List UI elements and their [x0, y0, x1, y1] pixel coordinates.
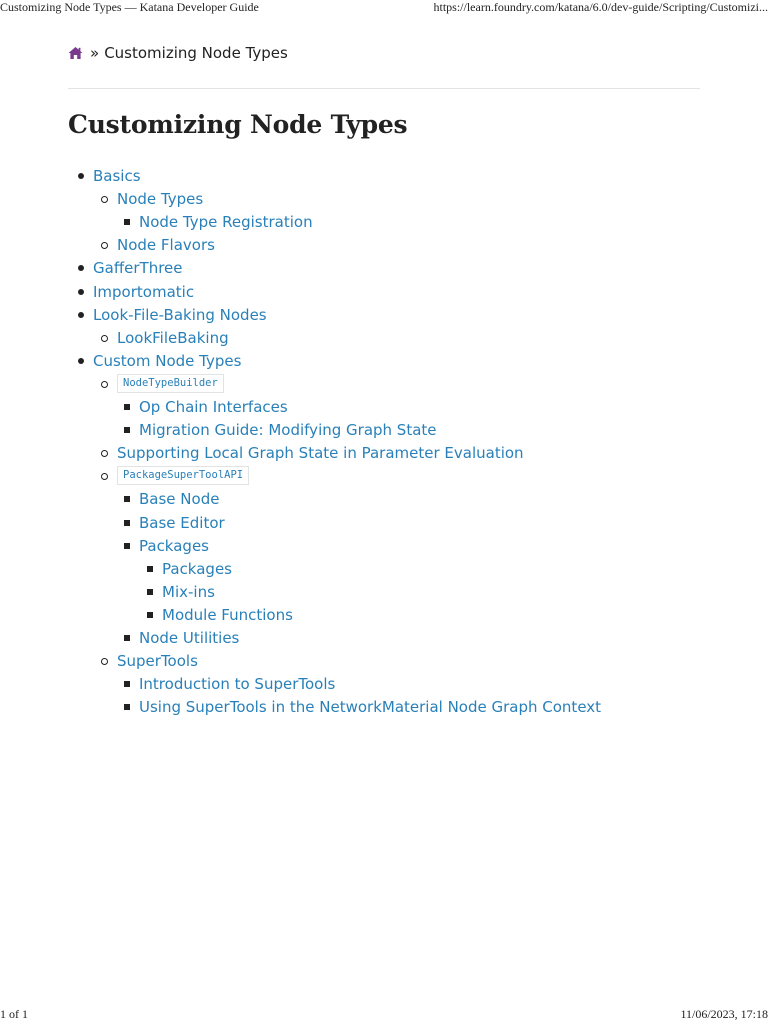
toc-link[interactable]: GafferThree	[93, 258, 183, 277]
print-header-url: https://learn.foundry.com/katana/6.0/dev-guide/Scripting/Customizi...	[433, 0, 768, 14]
toc-link[interactable]: Supporting Local Graph State in Parameter Evaluation	[117, 443, 524, 462]
square-bullet-icon	[124, 681, 130, 687]
divider	[68, 88, 700, 89]
disc-bullet-icon	[78, 358, 84, 364]
toc-link[interactable]: Node Type Registration	[139, 212, 313, 231]
toc-item	[147, 557, 232, 580]
toc-item	[101, 326, 229, 349]
print-header-title: Customizing Node Types — Katana Developer Guide	[0, 0, 259, 14]
toc-link[interactable]: Mix-ins	[162, 582, 215, 601]
toc-link[interactable]: Base Editor	[139, 513, 225, 532]
disc-bullet-icon	[78, 289, 84, 295]
toc-item	[78, 256, 183, 279]
square-bullet-icon	[147, 566, 153, 572]
page-title: Customizing Node Types	[68, 110, 408, 139]
square-bullet-icon	[124, 427, 130, 433]
print-header	[0, 0, 768, 16]
disc-bullet-icon	[78, 173, 84, 179]
toc-item	[101, 464, 249, 487]
circle-bullet-icon	[101, 196, 108, 203]
square-bullet-icon	[124, 219, 130, 225]
toc-link[interactable]: Basics	[93, 166, 141, 185]
toc-item	[124, 534, 209, 557]
toc-link[interactable]: Using SuperTools in the NetworkMaterial Node Graph Context	[139, 697, 602, 716]
print-footer	[0, 1008, 768, 1024]
toc-item	[78, 280, 194, 303]
toc-item	[78, 303, 267, 326]
toc-link[interactable]: Migration Guide: Modifying Graph State	[139, 420, 437, 439]
square-bullet-icon	[124, 635, 130, 641]
circle-bullet-icon	[101, 242, 108, 249]
toc-link[interactable]: PackageSuperToolAPI	[117, 466, 249, 485]
breadcrumb-separator: »	[90, 44, 100, 62]
circle-bullet-icon	[101, 473, 108, 480]
square-bullet-icon	[124, 520, 130, 526]
toc-link[interactable]: LookFileBaking	[117, 328, 229, 347]
toc-item	[101, 649, 198, 672]
toc-item	[78, 164, 141, 187]
circle-bullet-icon	[101, 381, 108, 388]
toc-link[interactable]: Node Flavors	[117, 235, 215, 254]
square-bullet-icon	[147, 589, 153, 595]
toc-link[interactable]: Op Chain Interfaces	[139, 397, 288, 416]
square-bullet-icon	[124, 496, 130, 502]
toc-link[interactable]: Custom Node Types	[93, 351, 242, 370]
square-bullet-icon	[147, 612, 153, 618]
toc-link[interactable]: Node Utilities	[139, 628, 240, 647]
toc-link[interactable]: Node Types	[117, 189, 204, 208]
square-bullet-icon	[124, 543, 130, 549]
toc-link[interactable]: Importomatic	[93, 282, 195, 301]
toc-link[interactable]: Packages	[139, 536, 209, 555]
toc-item	[124, 626, 239, 649]
toc-item	[124, 210, 313, 233]
disc-bullet-icon	[78, 265, 84, 271]
disc-bullet-icon	[78, 312, 84, 318]
toc-item	[124, 695, 601, 718]
square-bullet-icon	[124, 404, 130, 410]
toc-link[interactable]: Look-File-Baking Nodes	[93, 305, 267, 324]
toc-link[interactable]: SuperTools	[117, 651, 198, 670]
toc-item	[124, 418, 437, 441]
toc-item	[101, 233, 215, 256]
toc-item	[124, 672, 335, 695]
breadcrumb	[68, 42, 288, 64]
toc-item	[147, 603, 293, 626]
toc-item	[147, 580, 215, 603]
breadcrumb-current: Customizing Node Types	[104, 44, 288, 62]
toc-link[interactable]: Base Node	[139, 489, 220, 508]
toc-link[interactable]: Module Functions	[162, 605, 293, 624]
toc-link[interactable]: NodeTypeBuilder	[117, 374, 224, 393]
circle-bullet-icon	[101, 335, 108, 342]
toc-link[interactable]: Packages	[162, 559, 232, 578]
circle-bullet-icon	[101, 450, 108, 457]
toc-item	[124, 511, 225, 534]
toc-item	[78, 349, 241, 372]
circle-bullet-icon	[101, 658, 108, 665]
print-footer-page: 1 of 1	[0, 1007, 28, 1021]
toc-link[interactable]: Introduction to SuperTools	[139, 674, 336, 693]
toc-item	[101, 372, 224, 395]
toc-item	[124, 487, 219, 510]
square-bullet-icon	[124, 704, 130, 710]
print-footer-datetime: 11/06/2023, 17:18	[680, 1007, 768, 1021]
toc-item	[124, 395, 288, 418]
home-icon[interactable]	[68, 46, 83, 60]
toc-item	[101, 441, 524, 464]
toc-item	[101, 187, 203, 210]
